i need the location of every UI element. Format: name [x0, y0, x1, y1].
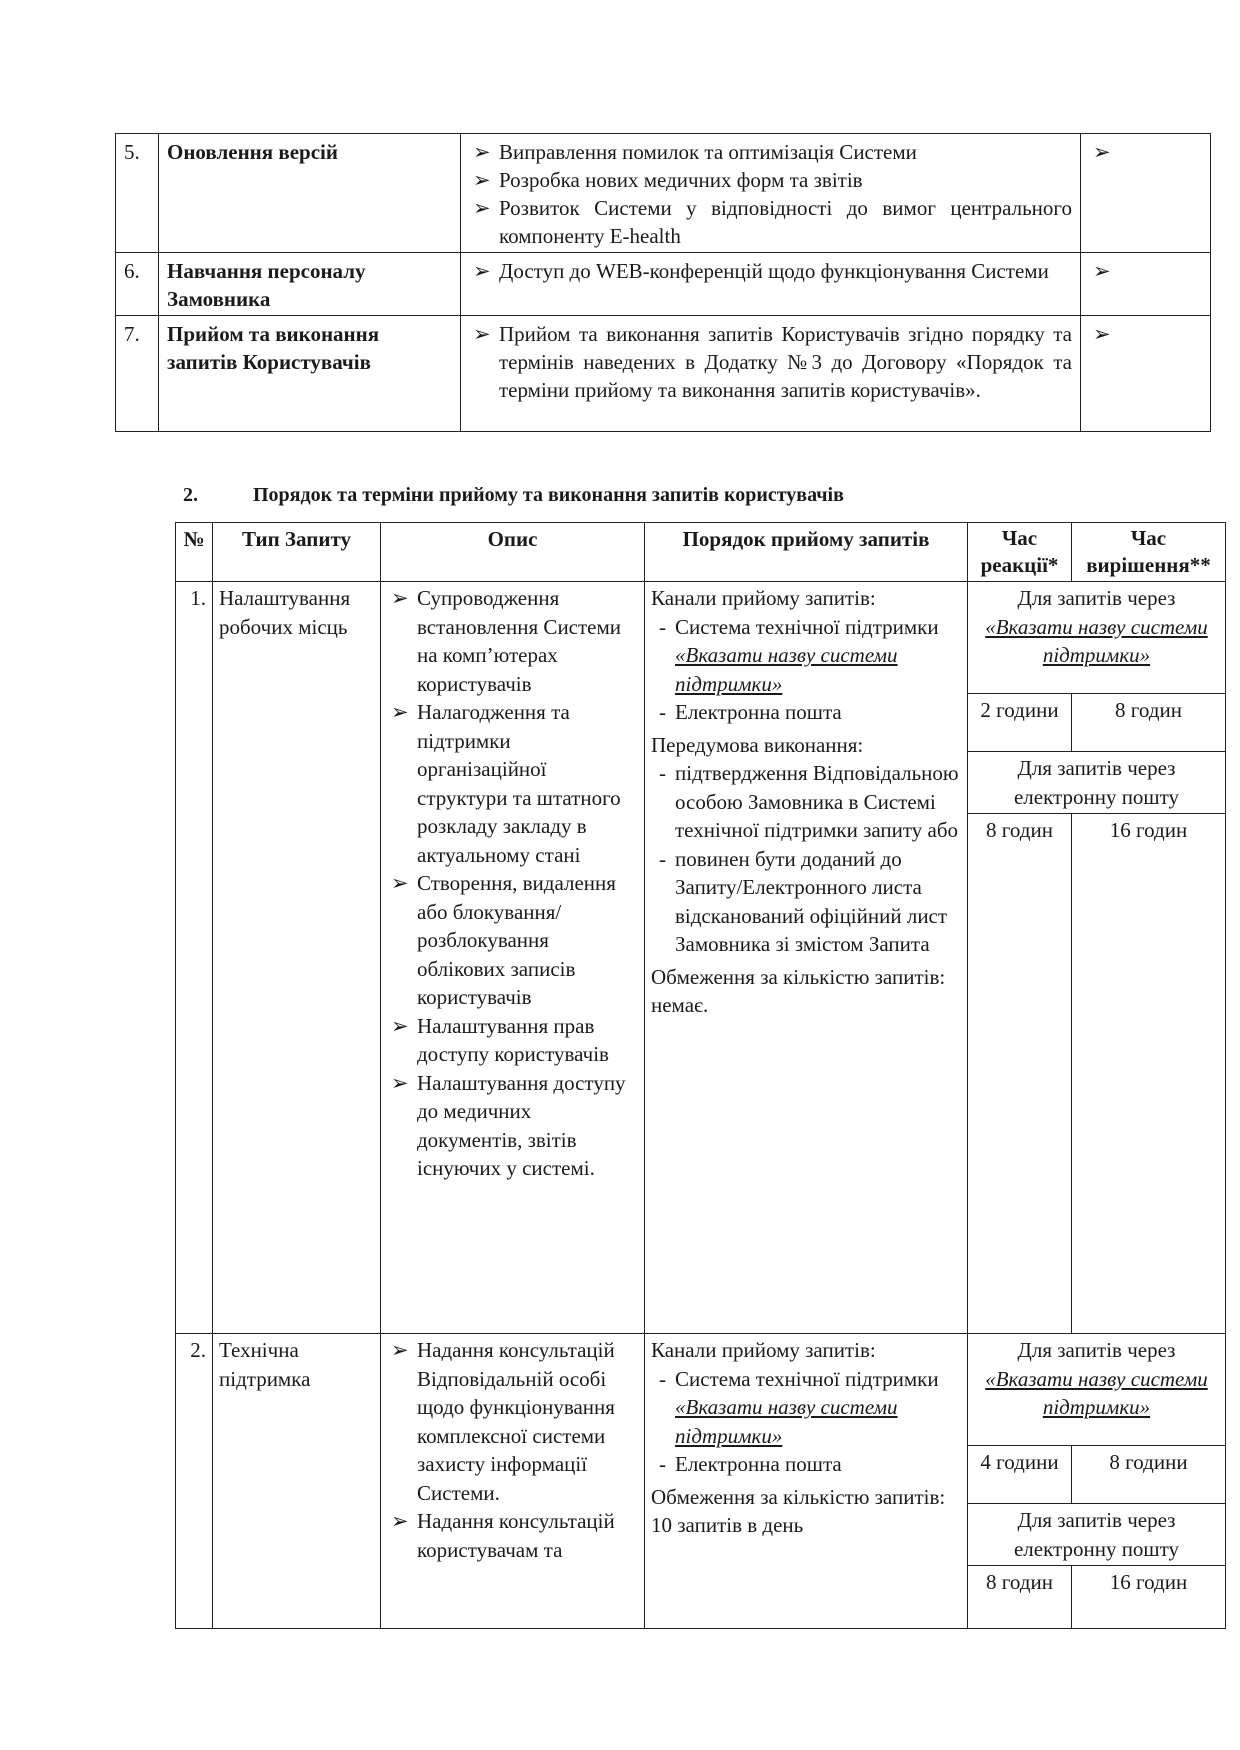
list-item [469, 320, 1072, 404]
section-title: Порядок та терміни прийому та виконання запитів користувачів [253, 484, 844, 506]
system-channel-label [968, 1334, 1226, 1446]
service-items [461, 316, 1081, 432]
reaction-time: 8 годин [968, 814, 1072, 847]
dash-icon: - [659, 614, 666, 639]
row-number: 1. [176, 582, 213, 1334]
table-row [116, 316, 1211, 432]
resolve-time: 16 годин [1072, 1566, 1226, 1599]
header-order: Порядок прийому запитів [645, 523, 968, 582]
service-items [461, 253, 1081, 316]
channel-text: Електронна пошта [675, 1452, 842, 1476]
service-name: Навчання персоналу Замовника [159, 253, 461, 316]
arrowhead-icon: ➢ [391, 1070, 409, 1095]
arrowhead-icon: ➢ [391, 871, 409, 895]
table-row [176, 582, 1226, 694]
channels-title: Канали прийому запитів: [651, 1338, 876, 1362]
request-type: Технічна підтримка [213, 1334, 381, 1629]
system-channel-label [968, 582, 1226, 694]
header-type: Тип Запиту [213, 523, 381, 582]
item-text: Налаштування доступу до медичних документів, звітів існуючих у системі. [417, 1070, 626, 1180]
resolve-time: 8 годин [1072, 694, 1226, 752]
table-row [176, 1334, 1226, 1446]
arrowhead-icon: ➢ [1093, 322, 1111, 346]
precondition-title: Передумова виконання: [651, 732, 864, 757]
request-description [381, 582, 645, 1334]
arrowhead-icon: ➢ [391, 700, 409, 724]
item-text: Розвиток Системи у відповідності до вимог центрального компоненту E-health [499, 196, 1072, 248]
list-item [387, 698, 638, 869]
email-channel-label: Для запитів через електронну пошту [968, 752, 1226, 814]
table-header-row [176, 523, 1226, 582]
channel-text: Система технічної підтримки [675, 614, 939, 639]
limit-text: Обмеження за кількістю запитів: немає. [651, 964, 946, 1017]
arrowhead-icon: ➢ [473, 196, 491, 220]
section-number: 2. [183, 484, 198, 506]
arrowhead-icon: ➢ [1093, 259, 1111, 283]
notes-cell [1081, 134, 1211, 253]
label-text: Для запитів через [1017, 586, 1176, 610]
item-text: Прийом та виконання запитів Користувачів згідно порядку та термінів наведених в Додатку №3 до Договору «Порядок та терміни прийому та виконання запитів користувачів». [499, 322, 1072, 402]
service-name: Оновлення версій [159, 134, 461, 253]
arrowhead-icon: ➢ [1093, 140, 1111, 164]
arrowhead-icon: ➢ [391, 1338, 409, 1362]
email-channel-label: Для запитів через електронну пошту [968, 1504, 1226, 1566]
item-text: Налагодження та підтримки організаційної структури та штатного розкладу закладу в актуальному стані [417, 700, 621, 867]
dash-icon: - [659, 846, 666, 871]
request-order [645, 1334, 968, 1629]
header-reaction-time: Час реакції* [968, 523, 1072, 582]
table-row [116, 134, 1211, 253]
request-description [381, 1334, 645, 1629]
dash-icon: - [659, 1366, 666, 1391]
arrowhead-icon: ➢ [391, 586, 409, 610]
precondition-text: повинен бути доданий до Запиту/Електронного листа відсканований офіційний лист Замовника зі змістом Запита [675, 846, 948, 956]
support-system-placeholder: «Вказати назву системи підтримки» [985, 1366, 1208, 1419]
item-text: Надання консультацій користувачам та [417, 1509, 615, 1562]
table-row [116, 253, 1211, 316]
list-item [387, 1069, 638, 1183]
item-text: Створення, видалення або блокування/ розблокування облікових записів користувачів [417, 871, 616, 1009]
row-number: 7. [116, 316, 159, 432]
item-text: Виправлення помилок та оптимізація Системи [499, 140, 917, 164]
services-table [115, 133, 1211, 432]
item-text: Супроводження встановлення Системи на комп’ютерах користувачів [417, 586, 622, 696]
resolve-time: 16 годин [1072, 814, 1226, 847]
list-item [651, 759, 961, 845]
list-item [651, 698, 961, 727]
service-name: Прийом та виконання запитів Користувачів [159, 316, 461, 432]
empty-cell [1072, 1599, 1226, 1629]
list-item [651, 1450, 961, 1479]
empty-cell [968, 847, 1072, 1334]
dash-icon: - [659, 700, 666, 724]
arrowhead-icon: ➢ [473, 322, 491, 346]
list-item [387, 1336, 638, 1507]
notes-cell [1081, 253, 1211, 316]
empty-cell [968, 1599, 1072, 1629]
notes-cell [1081, 316, 1211, 432]
arrowhead-icon: ➢ [473, 140, 491, 164]
header-number: № [176, 523, 213, 582]
list-item [387, 1012, 638, 1069]
list-item [469, 166, 1072, 194]
item-text: Доступ до WEB-конференцій щодо функціонування Системи [499, 259, 1049, 283]
list-item [469, 194, 1072, 250]
support-system-placeholder: «Вказати назву системи підтримки» [985, 614, 1208, 667]
request-order [645, 582, 968, 1334]
list-item [387, 869, 638, 1012]
empty-cell [1072, 847, 1226, 1334]
list-item [651, 1365, 961, 1451]
arrowhead-icon: ➢ [473, 168, 491, 192]
arrowhead-icon: ➢ [391, 1013, 409, 1038]
channel-text: Електронна пошта [675, 700, 842, 724]
header-description: Опис [381, 523, 645, 582]
channel-text: Система технічної підтримки [675, 1366, 939, 1391]
requests-table [175, 522, 1226, 1629]
support-system-placeholder: «Вказати назву системи підтримки» [675, 643, 898, 696]
reaction-time: 2 години [968, 694, 1072, 752]
support-system-placeholder: «Вказати назву системи підтримки» [675, 1395, 898, 1448]
precondition-text: підтвердження Відповідальною особою Замовника в Системі технічної підтримки запиту або [675, 761, 959, 842]
item-text: Розробка нових медичних форм та звітів [499, 168, 863, 192]
list-item [651, 613, 961, 699]
service-items [461, 134, 1081, 253]
item-text: Налаштування прав доступу користувачів [417, 1013, 609, 1066]
resolve-time: 8 години [1072, 1446, 1226, 1504]
dash-icon: - [659, 761, 666, 785]
row-number: 6. [116, 253, 159, 316]
item-text: Надання консультацій Відповідальній особі щодо функціонування комплексної системи захисту інформації Системи. [417, 1338, 615, 1505]
list-item [387, 584, 638, 698]
list-item [469, 138, 1072, 166]
dash-icon: - [659, 1452, 666, 1476]
limit-text: Обмеження за кількістю запитів: 10 запитів в день [651, 1484, 946, 1537]
section-heading [183, 484, 844, 507]
row-number: 2. [176, 1334, 213, 1629]
request-type: Налаштування робочих місць [213, 582, 381, 1334]
header-resolve-time: Час вирішення** [1072, 523, 1226, 582]
channels-title: Канали прийому запитів: [651, 586, 876, 610]
list-item [469, 257, 1072, 285]
reaction-time: 4 години [968, 1446, 1072, 1504]
list-item [387, 1507, 638, 1564]
arrowhead-icon: ➢ [391, 1509, 409, 1533]
arrowhead-icon: ➢ [473, 259, 491, 283]
label-text: Для запитів через [1017, 1338, 1176, 1362]
row-number: 5. [116, 134, 159, 253]
reaction-time: 8 годин [968, 1566, 1072, 1599]
list-item [651, 845, 961, 959]
